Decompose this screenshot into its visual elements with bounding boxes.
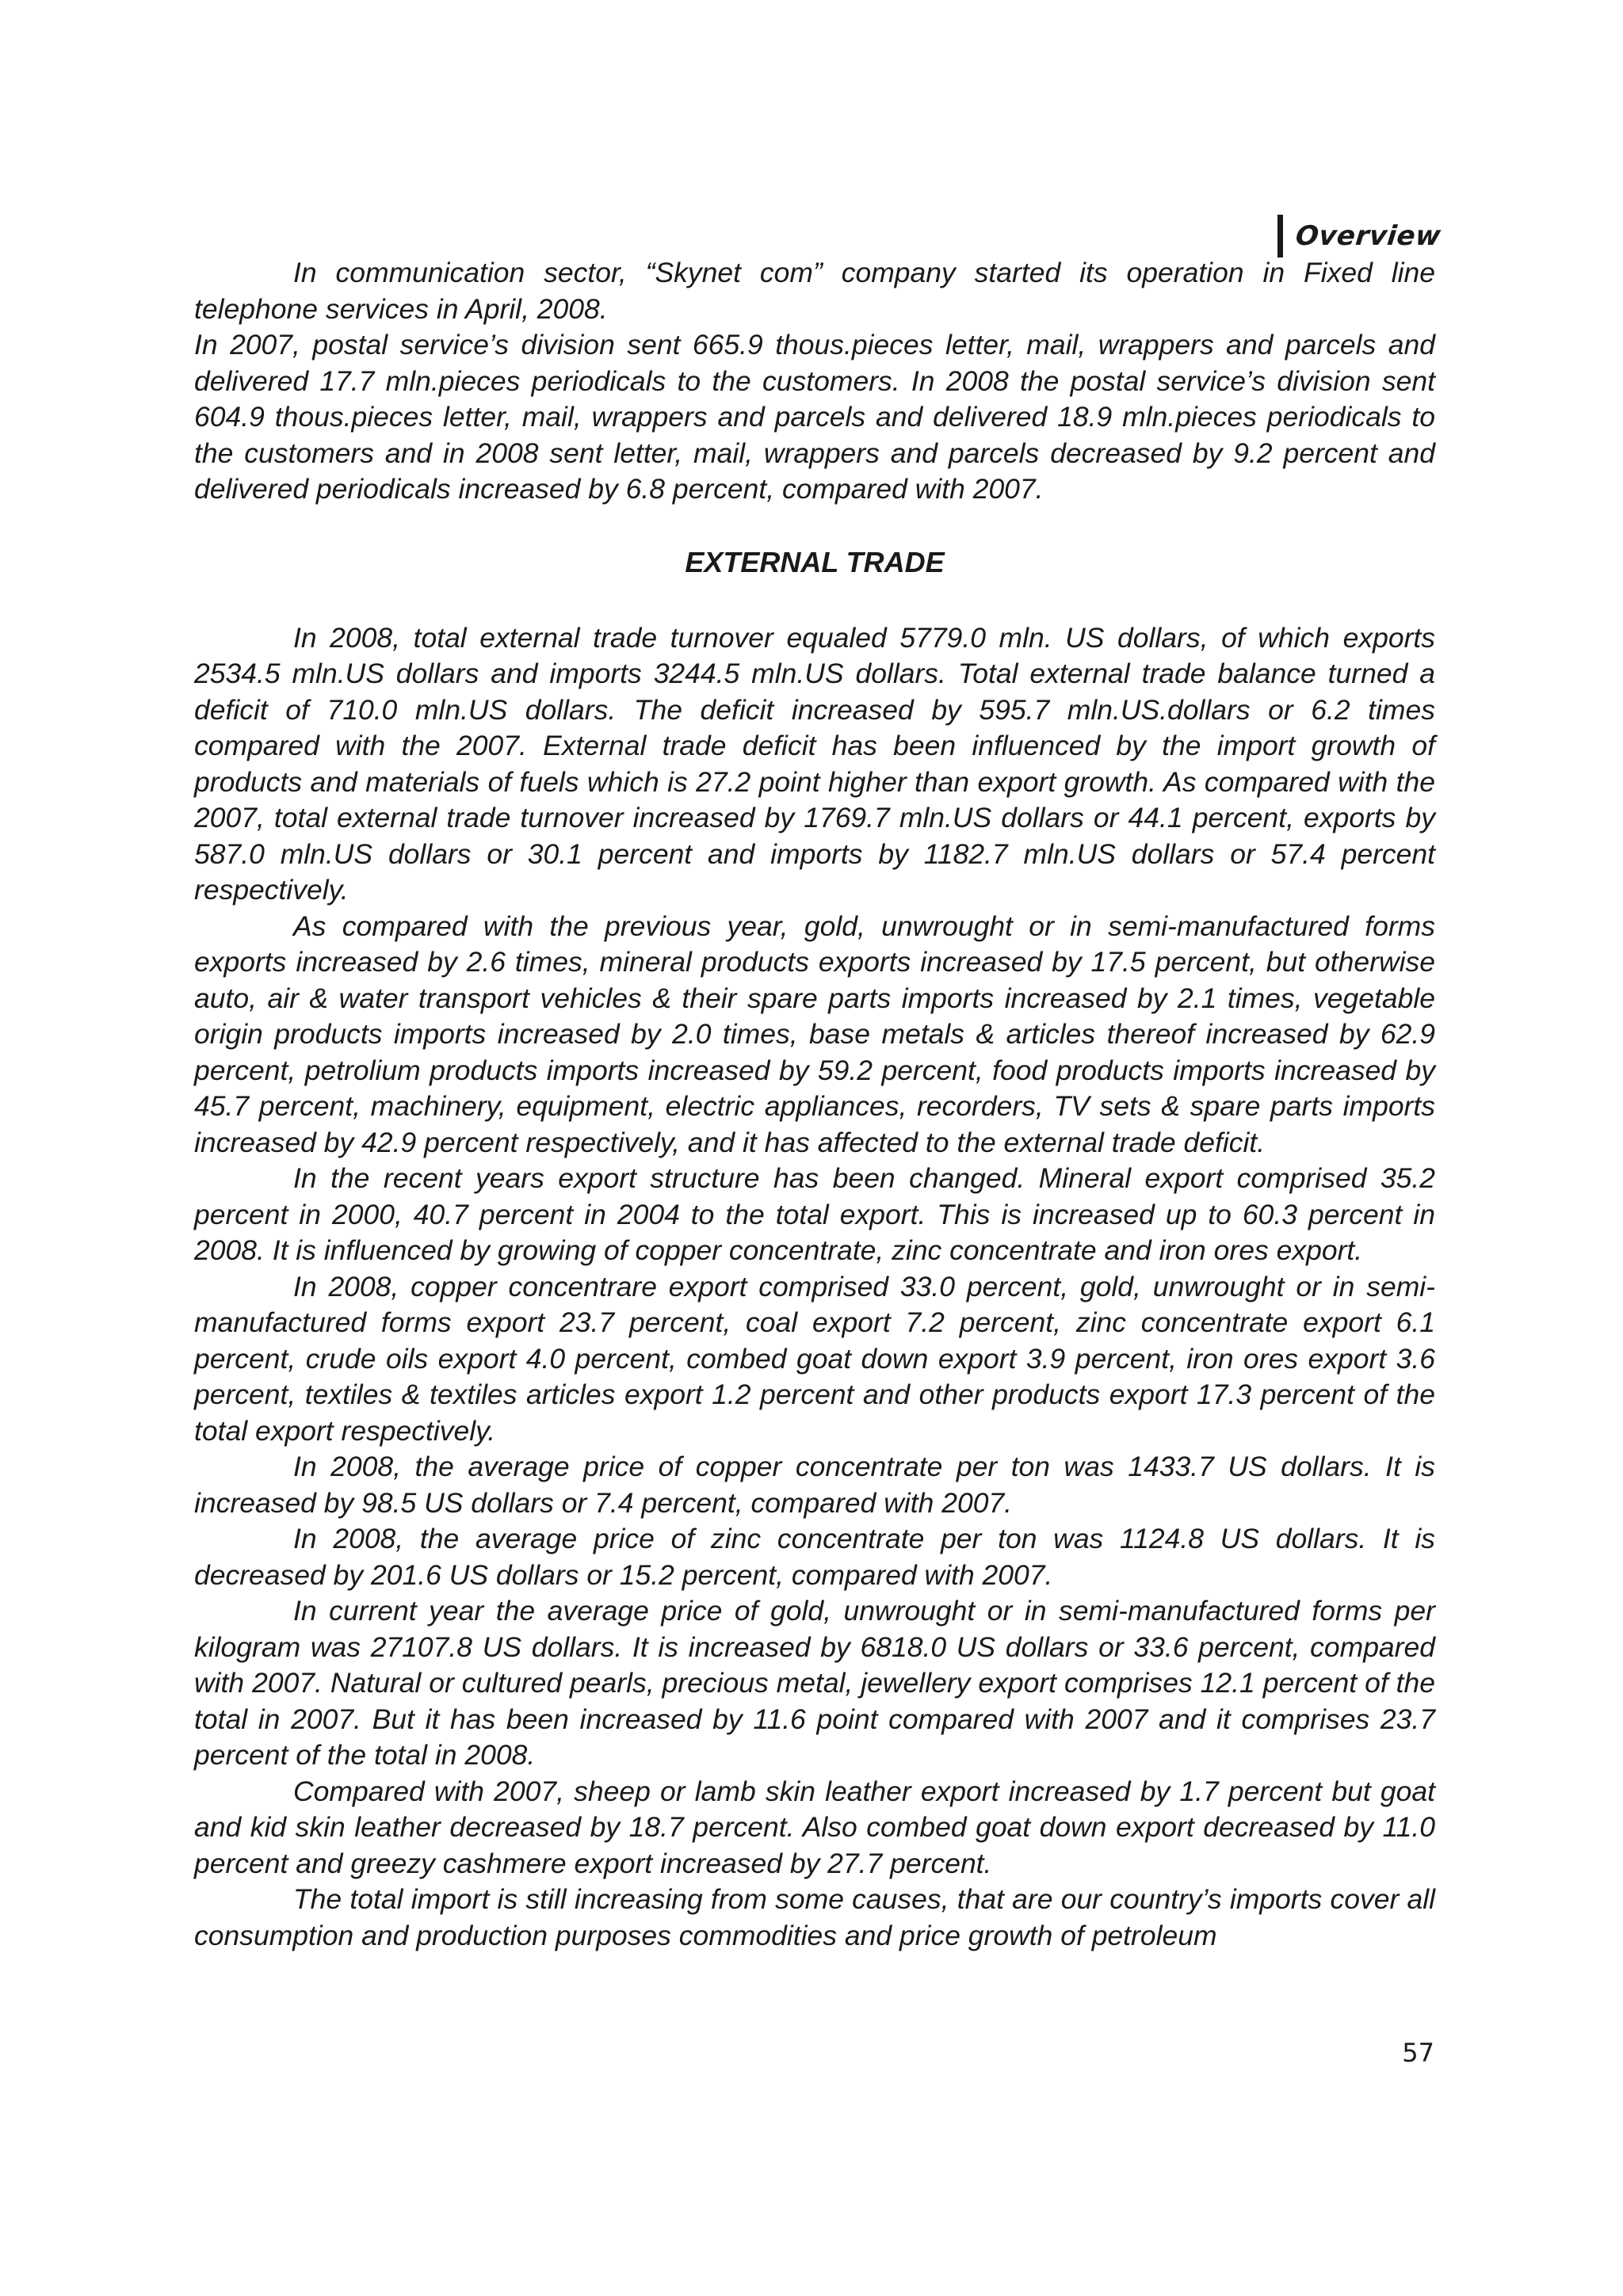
- body-paragraph: In communication sector, “Skynet com” company started its operation in Fixed line telephone services in April, 2008.: [194, 257, 1435, 325]
- body-paragraph: In 2008, the average price of copper concentrate per ton was 1433.7 US dollars. It is increased by 98.5 US dollars or 7.4 percent, compared with 2007.: [194, 1451, 1435, 1519]
- body-paragraph: As compared with the previous year, gold, unwrought or in semi-manufactured forms exports increased by 2.6 times, mineral products exports increased by 17.5 percent, but otherwise auto, air & water transport vehicles & their spare parts imports increased by 2.1 times, vegetable origin products imports increased by 2.0 times, base metals & articles thereof increased by 62.9 percent, petrolium products imports increased by 59.2 percent, food products imports increased by 45.7 percent, machinery, equipment, electric appliances, recorders, TV sets & spare parts imports increased by 42.9 percent respectively, and it has affected to the external trade deficit.: [194, 910, 1435, 1158]
- body-paragraph: Compared with 2007, sheep or lamb skin leather export increased by 1.7 percent but goat and kid skin leather decreased by 18.7 percent. Also combed goat down export decreased by 11.0 percent and greezy cashmere export increased by 27.7 percent.: [194, 1775, 1435, 1879]
- page-number: 57: [1402, 2038, 1434, 2068]
- body-paragraph: In 2008, the average price of zinc concentrate per ton was 1124.8 US dollars. It is decreased by 201.6 US dollars or 15.2 percent, compared with 2007.: [194, 1523, 1435, 1591]
- body-paragraph: In current year the average price of gold, unwrought or in semi-manufactured forms per kilogram was 27107.8 US dollars. It is increased by 6818.0 US dollars or 33.6 percent, compared with 2007. Natural or cultured pearls, precious metal, jewellery export comprises 12.1 percent of the total in 2007. But it has been increased by 11.6 point compared with 2007 and it comprises 23.7 percent of the total in 2008.: [194, 1595, 1435, 1771]
- header-divider-bar: [1277, 215, 1283, 257]
- body-paragraph: In 2008, total external trade turnover equaled 5779.0 mln. US dollars, of which exports 2534.5 mln.US dollars and imports 3244.5 mln.US dollars. Total external trade balance turned a deficit of 710.0 mln.US dollars. The deficit increased by 595.7 mln.US.dollars or 6.2 times compared with the 2007. External trade deficit has been influenced by the import growth of products and materials of fuels which is 27.2 point higher than export growth. As compared with the 2007, total external trade turnover increased by 1769.7 mln.US dollars or 44.1 percent, exports by 587.0 mln.US dollars or 30.1 percent and imports by 1182.7 mln.US dollars or 57.4 percent respectively.: [194, 621, 1435, 906]
- body-paragraph: In the recent years export structure has been changed. Mineral export comprised 35.2 percent in 2000, 40.7 percent in 2004 to the total export. This is increased up to 60.3 percent in 2008. It is influenced by growing of copper concentrate, zinc concentrate and iron ores export.: [194, 1162, 1435, 1266]
- body-paragraph: In 2007, postal service’s division sent 665.9 thous.pieces letter, mail, wrappers and parcels and delivered 17.7 mln.pieces periodicals to the customers. In 2008 the postal service’s division sent 604.9 thous.pieces letter, mail, wrappers and parcels and delivered 18.9 mln.pieces periodicals to the customers and in 2008 sent letter, mail, wrappers and parcels decreased by 9.2 percent and delivered periodicals increased by 6.8 percent, compared with 2007.: [194, 329, 1435, 505]
- section-label: Overview: [1293, 220, 1443, 252]
- section-heading: EXTERNAL TRADE: [685, 545, 945, 578]
- body-paragraph: In 2008, copper concentrare export comprised 33.0 percent, gold, unwrought or in semi-manufactured forms export 23.7 percent, coal export 7.2 percent, zinc concentrate export 6.1 percent, crude oils export 4.0 percent, combed goat down export 3.9 percent, iron ores export 3.6 percent, textiles & textiles articles export 1.2 percent and other products export 17.3 percent of the total export respectively.: [194, 1270, 1435, 1447]
- page-body: [194, 255, 1435, 1954]
- running-header: [1277, 214, 1441, 258]
- body-paragraph: The total import is still increasing from some causes, that are our country’s imports cover all consumption and production purposes commodities and price growth of petroleum: [194, 1883, 1435, 1951]
